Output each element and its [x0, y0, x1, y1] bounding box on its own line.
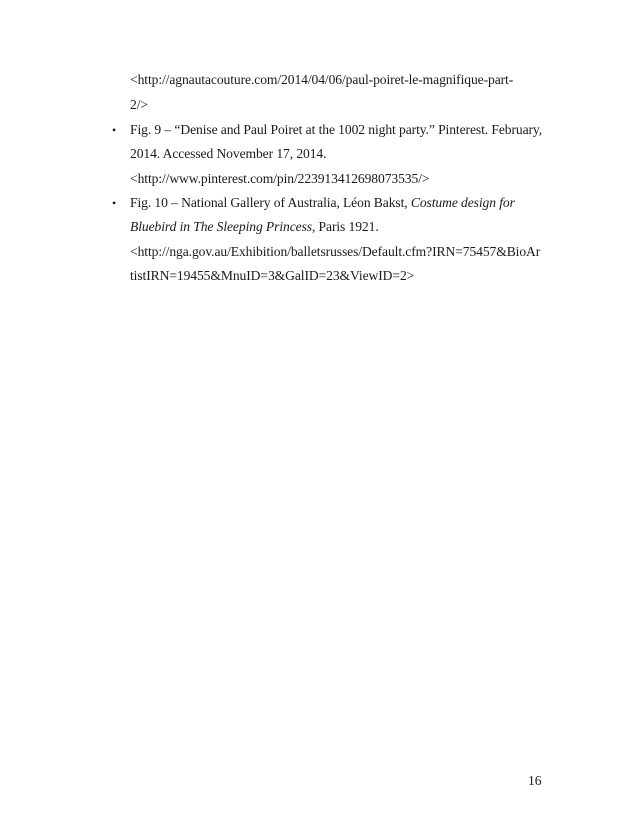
- citation-2-title-part-2: Bluebird in The Sleeping Princess: [130, 219, 312, 234]
- citation-0-line-1: <http://agnautacouture.com/2014/04/06/paul-poiret-le-magnifique-part-: [130, 72, 514, 87]
- citation-0-line-2: 2/>: [130, 97, 148, 112]
- citation-2-line-1-text: Fig. 10 – National Gallery of Australia, Léon Bakst,: [130, 195, 411, 210]
- citation-1-line-2: 2014. Accessed November 17, 2014.: [130, 146, 327, 161]
- bullet-icon: •: [112, 196, 117, 210]
- citation-2-line-3: <http://nga.gov.au/Exhibition/balletsrusses/Default.cfm?IRN=75457&BioAr: [130, 244, 541, 259]
- citation-2-line-4: tistIRN=19455&MnuID=3&GalID=23&ViewID=2>: [130, 268, 415, 283]
- page-number: 16: [528, 773, 542, 788]
- citation-2-line-2: [130, 218, 379, 236]
- citation-1-line-3: <http://www.pinterest.com/pin/223913412698073535/>: [130, 171, 430, 186]
- bullet-icon: •: [112, 123, 117, 137]
- citation-2-line-2-text: , Paris 1921.: [311, 219, 379, 234]
- citation-2-title-part-1: Costume design for: [410, 195, 515, 210]
- citation-1-line-1: Fig. 9 – “Denise and Paul Poiret at the 1002 night party.” Pinterest. February,: [130, 122, 543, 137]
- citation-2-line-1: [130, 194, 515, 212]
